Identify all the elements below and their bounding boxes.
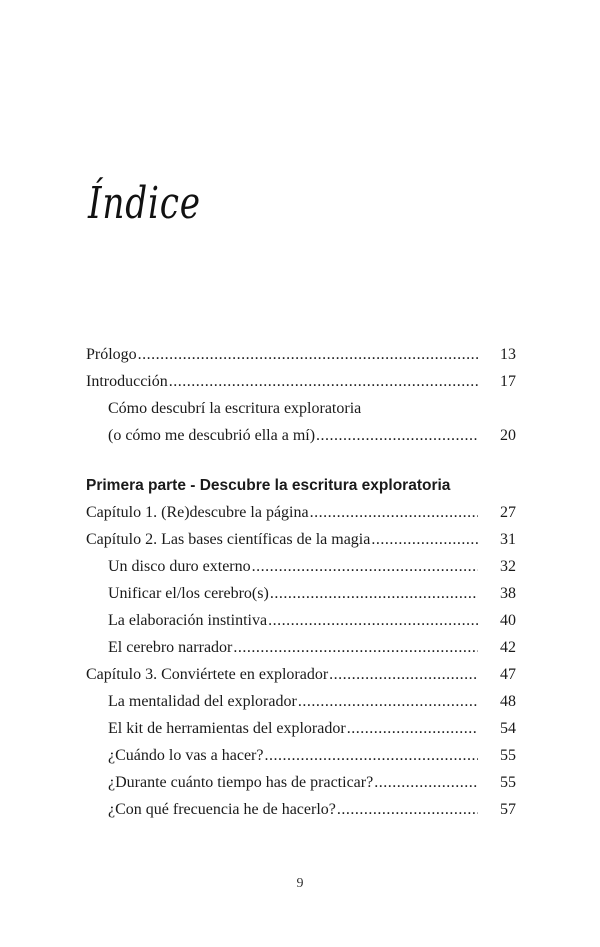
toc-entry-label: Un disco duro externo: [108, 558, 251, 575]
toc-entry: [86, 742, 516, 769]
toc-entries-part-one: [86, 499, 516, 823]
toc-entry: [86, 607, 516, 634]
toc-entry-page: 38: [500, 585, 516, 602]
toc-entry-label: La mentalidad del explorador: [108, 693, 297, 710]
toc-entry-label: ¿Cuándo lo vas a hacer?: [108, 747, 264, 764]
toc-entry-label: Introducción: [86, 373, 168, 390]
toc-entry: [86, 580, 516, 607]
toc-entry-label: Cómo descubrí la escritura exploratoria: [108, 400, 362, 417]
dot-leader: [268, 607, 478, 634]
toc-entry: [86, 769, 516, 796]
toc-entry: [86, 688, 516, 715]
toc-entry-page: 55: [500, 774, 516, 791]
toc-entry: [86, 796, 516, 823]
dot-leader: [316, 422, 478, 449]
toc-entry: [86, 341, 516, 368]
toc-entry: [86, 661, 516, 688]
toc-entry-label: La elaboración instintiva: [108, 612, 268, 629]
toc-entry-label: ¿Con qué frecuencia he de hacerlo?: [108, 801, 336, 818]
dot-leader: [264, 742, 478, 769]
dot-leader: [371, 526, 478, 553]
toc-entry-label: (o cómo me descubrió ella a mí): [108, 427, 316, 444]
toc-entry-label: El cerebro narrador: [108, 639, 233, 656]
page-title: Índice: [88, 178, 201, 229]
toc-entry-page: 57: [500, 801, 516, 818]
toc-entry-page: 17: [500, 373, 516, 390]
toc-entries-intro: [86, 341, 516, 449]
part-heading: Primera parte - Descubre la escritura exploratoria: [86, 477, 451, 494]
toc-entry-page: 13: [500, 346, 516, 363]
toc-entry: [86, 526, 516, 553]
toc-entry-label: ¿Durante cuánto tiempo has de practicar?: [108, 774, 374, 791]
toc-entry: [86, 422, 516, 449]
dot-leader: [337, 796, 478, 823]
dot-leader: [233, 634, 478, 661]
dot-leader: [347, 715, 478, 742]
toc-entry-label: El kit de herramientas del explorador: [108, 720, 346, 737]
dot-leader: [310, 499, 478, 526]
toc-entry: [86, 715, 516, 742]
toc-entry: [86, 499, 516, 526]
toc-entry-page: 40: [500, 612, 516, 629]
toc-entry-page: 42: [500, 639, 516, 656]
toc-entry: [86, 634, 516, 661]
toc-entry-page: 20: [500, 427, 516, 444]
toc-entry-page: 27: [500, 504, 516, 521]
dot-leader: [374, 769, 478, 796]
toc-entry-page: 55: [500, 747, 516, 764]
toc-entry-label: Capítulo 2. Las bases científicas de la magia: [86, 531, 371, 548]
toc-entry-label: Capítulo 1. (Re)descubre la página: [86, 504, 309, 521]
dot-leader: [252, 553, 478, 580]
toc-entry: [86, 553, 516, 580]
dot-leader: [169, 368, 478, 395]
table-of-contents: [86, 341, 516, 823]
toc-entry-page: 31: [500, 531, 516, 548]
dot-leader: [270, 580, 478, 607]
dot-leader: [138, 341, 478, 368]
toc-entry: [86, 395, 516, 422]
toc-entry-label: Unificar el/los cerebro(s): [108, 585, 269, 602]
toc-entry-page: 48: [500, 693, 516, 710]
toc-entry-label: Prólogo: [86, 346, 137, 363]
toc-entry: [86, 368, 516, 395]
toc-entry-page: 32: [500, 558, 516, 575]
dot-leader: [329, 661, 478, 688]
toc-entry-label: Capítulo 3. Conviértete en explorador: [86, 666, 329, 683]
dot-leader: [298, 688, 478, 715]
toc-entry-page: 47: [500, 666, 516, 683]
toc-entry-page: 54: [500, 720, 516, 737]
page-number: 9: [296, 876, 304, 891]
